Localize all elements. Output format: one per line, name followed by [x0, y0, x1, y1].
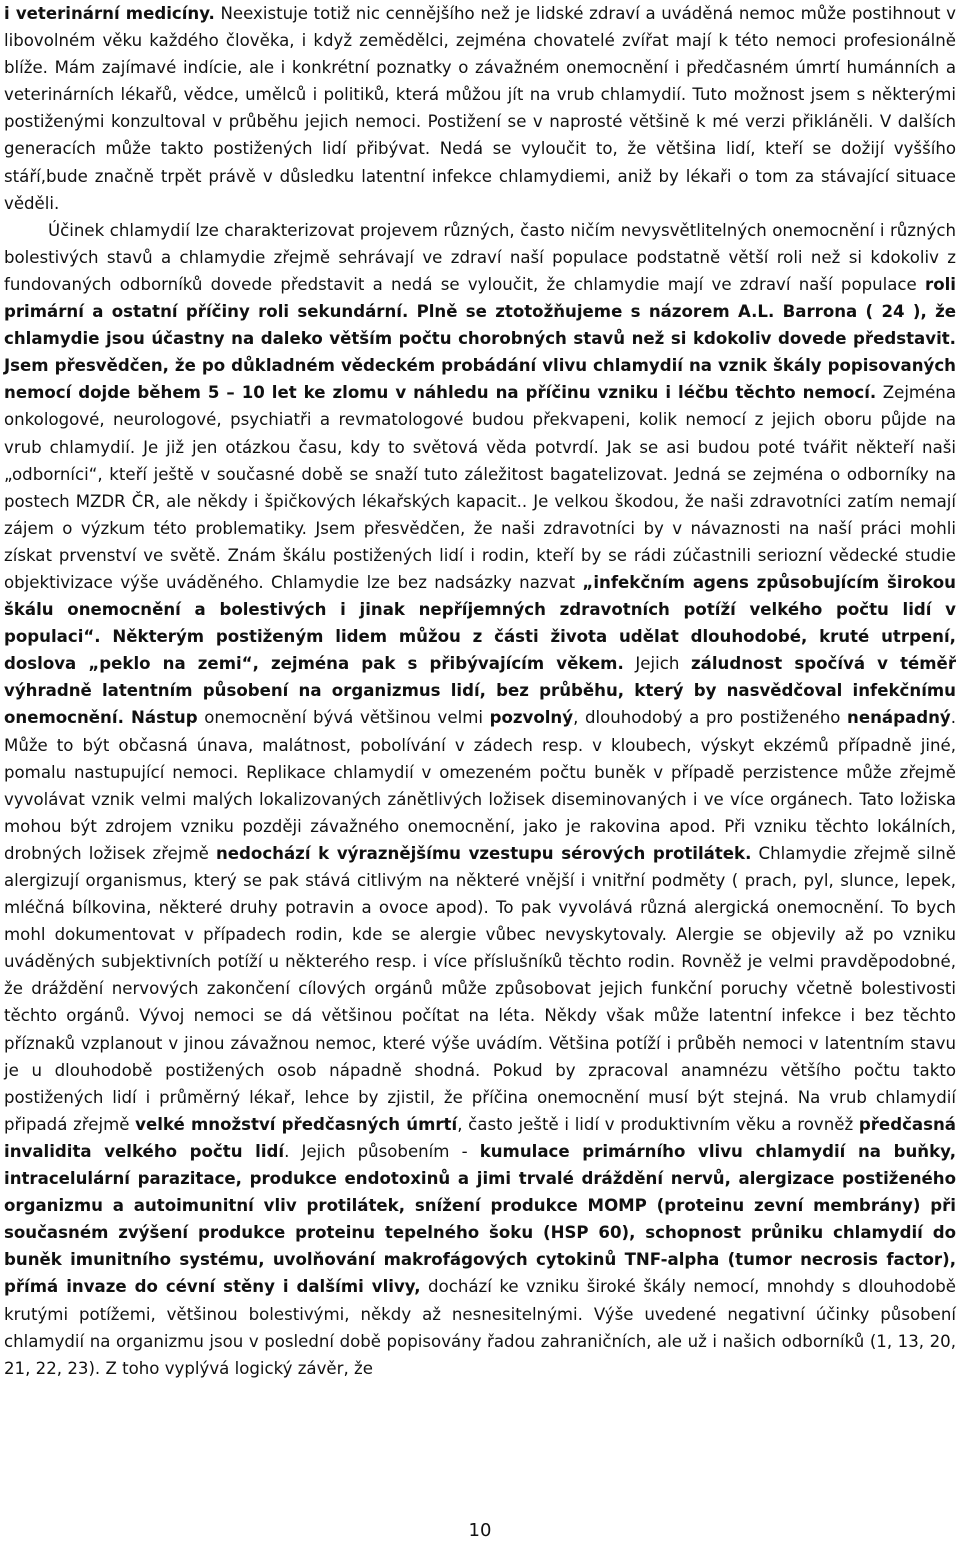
paragraph-continuation: [4, 0, 956, 217]
body-text: Účinek chlamydií lze charakterizovat projevem různých, často ničím nevysvětlitelných onemocnění i různých bolestivých stavů a chlamydie zřejmě sehrávají ve zdraví naší populace podstatně větší roli než si kdokoliv z fundovaných odborníků dovede představit a nedá se vyloučit, že chlamydie mají ve zdraví naší populace: [4, 220, 956, 294]
bold-text: záludnost spočívá v téměř výhradně latentním působení na organizmus lidí, bez průběhu, který by nasvědčoval infekčnímu onemocnění. Nástup: [4, 654, 956, 728]
body-text: Neexistuje totiž nic cennějšího než je lidské zdraví a uváděná nemoc může postihnout v libovolném věku každého člověka, i když zemědělci, zejména chovatelé zvířat mají k této nemoci profesionálně blíže. Mám zajímavé indície, ale i konkrétní poznatky o závažném onemocnění i předčasném úmrtí humánních a veterinárních lékařů, vědce, umělců i politiků, která můžou jít na vrub chlamydií. Tuto možnost jsem s některými postiženými konzultoval v průběhu jejich nemoci. Postižení se v naprosté většině k mé verzi přikláněli. V dalších generacích může takto postižených lidí přibývat. Nedá se vyloučit to, že většina lidí, kteří se dožijí vyššího stáří,bude značně trpět právě v důsledku latentní infekce chlamydiemi, aniž by lékaři o tom za stávající situace věděli.: [4, 4, 956, 213]
body-text: Chlamydie zřejmě silně alergizují organismus, který se pak stává citlivým na některé vnější i vnitřní podměty ( prach, pyl, slunce, lepek, mléčná bílkovina, některé druhy potravin a ovoce apod). To pak vyvolává různá alergická onemocnění. To bych mohl dokumentovat v případech rodin, kde se alergie vůbec nevyskytovaly. Alergie se objevily až po vzniku uváděných subjektivních potíží u některého resp. i více příslušníků těchto rodin. Rovněž je velmi pravděpodobné, že dráždění nervových zakončení cílových orgánů může způsobovat jejich funkční poruchy včetně bolestivosti těchto orgánů. Vývoj nemoci se dá většinou počítat na léta. Někdy však může latentní infekce i bez těchto příznaků vzplanout v jinou závažnou nemoc, které výše uvádím. Většina potíží i průběh nemoci v latentním stavu je u dlouhodobě postižených osob nápadně shodná. Pokud by zpracoval anamnézu většího počtu takto postižených lidí i průměrný lékař, lehce by zjistil, že příčina onemocnění musí být stejná. Na vrub chlamydií připadá zřejmě: [4, 843, 956, 1134]
document-page: [4, 0, 956, 1382]
body-text: Jejich: [623, 654, 691, 674]
bold-text: „infekčním agens způsobujícím širokou škálu onemocnění a bolestivých i jinak nepříjemných zdravotních potíží velkého počtu lidí v populaci“. Některým postiženým lidem můžou z části života udělat dlouhodobé, kruté utrpení, doslova „peklo na zemi“, zejména pak s přibývajícím věkem.: [4, 572, 956, 674]
body-text: , často ještě i lidí v produktivním věku a rovněž: [457, 1114, 859, 1134]
bold-text: roli primární a ostatní příčiny roli sekundární. Plně se ztotožňujeme s názorem A.L. Barrona ( 24 ), že chlamydie jsou účastny na daleko větším počtu chorobných stavů než si kdokoliv dovede představit. Jsem přesvědčen, že po důkladném vědeckém probádání vlivu chlamydií na vznik škály popisovaných nemocí dojde během 5 – 10 let ke zlomu v náhledu na příčinu vzniku i léčbu těchto nemocí.: [4, 274, 956, 403]
body-text: Zejména onkologové, neurologové, psychiatři a revmatologové budou překvapeni, kolik nemocí z jejich oboru půjde na vrub chlamydií. Je již jen otázkou času, kdy to světová věda potvrdí. Jak se asi budou poté tvářit někteří naši „odborníci“, kteří ještě v současné době se snaží tuto záležitost bagatelizovat. Jedná se zejména o odborníky na postech MZDR ČR, ale někdy i špičkových lékařských kapacit.. Je velkou škodou, že naši zdravotníci zatím nemají zájem o výzkum této problematiky. Jsem přesvědčen, že naši zdravotníci by v návaznosti na naší práci mohli získat prvenství ve světě. Znám škálu postižených lidí i rodin, kteří by se rádi zúčastnili seriozní vědecké studie objektivizace výše uváděného. Chlamydie lze bez nadsázky nazvat: [4, 383, 956, 592]
body-text: dochází ke vzniku široké škály nemocí, mnohdy s dlouhodobě krutými potížemi, většinou bolestivými, někdy až nesnesitelnými. Výše uvedené negativní účinky působení chlamydií na organizmu jsou v poslední době popisovány řadou zahraničních, ale už i našich odborníků (1, 13, 20, 21, 22, 23). Z toho vyplývá logický závěr, že: [4, 1277, 956, 1378]
bold-text: i veterinární medicíny.: [4, 4, 215, 23]
bold-text: velké množství předčasných úmrtí: [135, 1114, 458, 1134]
paragraph-chlamydia-effects: [4, 217, 956, 1382]
body-text: . Může to být občasná únava, malátnost, pobolívání v zádech resp. v kloubech, výskyt ekzémů případně jiné, pomalu nastupující nemoci. Replikace chlamydií v omezeném počtu buněk v případě perzistence může zřejmě vyvolávat vznik velmi malých lokalizovaných zánětlivých ložisek diseminovaných i ve více orgánech. Tato ložiska mohou být zdrojem vzniku později závažného onemocnění, jako je rakovina apod. Při vzniku těchto lokálních, drobných ložisek zřejmě: [4, 708, 956, 863]
body-text: onemocnění bývá většinou velmi: [197, 708, 490, 728]
body-text: . Jejich působením -: [284, 1141, 480, 1161]
bold-text: kumulace primárního vlivu chlamydií na buňky, intracelulární parazitace, produkce endotoxinů a jimi trvalé dráždění nervů, alergizace postiženého organizmu a autoimunitní vliv protilátek, snížení produkce MOMP (proteinu zevní membrány) při současném zvýšení produkce proteinu tepelného šoku (HSP 60), schopnost průniku chlamydií do buněk imunitního systému, uvolňování makrofágových cytokinů TNF-alpha (tumor necrosis factor), přímá invaze do cévní stěny i dalšími vlivy,: [4, 1141, 956, 1297]
page-number: 10: [468, 1520, 492, 1541]
bold-text: předčasná invalidita velkého počtu lidí: [4, 1114, 956, 1161]
bold-text: pozvolný: [489, 708, 574, 728]
bold-text: nedochází k výraznějšímu vzestupu sérových protilátek.: [215, 843, 752, 863]
body-text: , dlouhodobý a pro postiženého: [573, 708, 848, 728]
bold-text: nenápadný: [847, 708, 951, 728]
